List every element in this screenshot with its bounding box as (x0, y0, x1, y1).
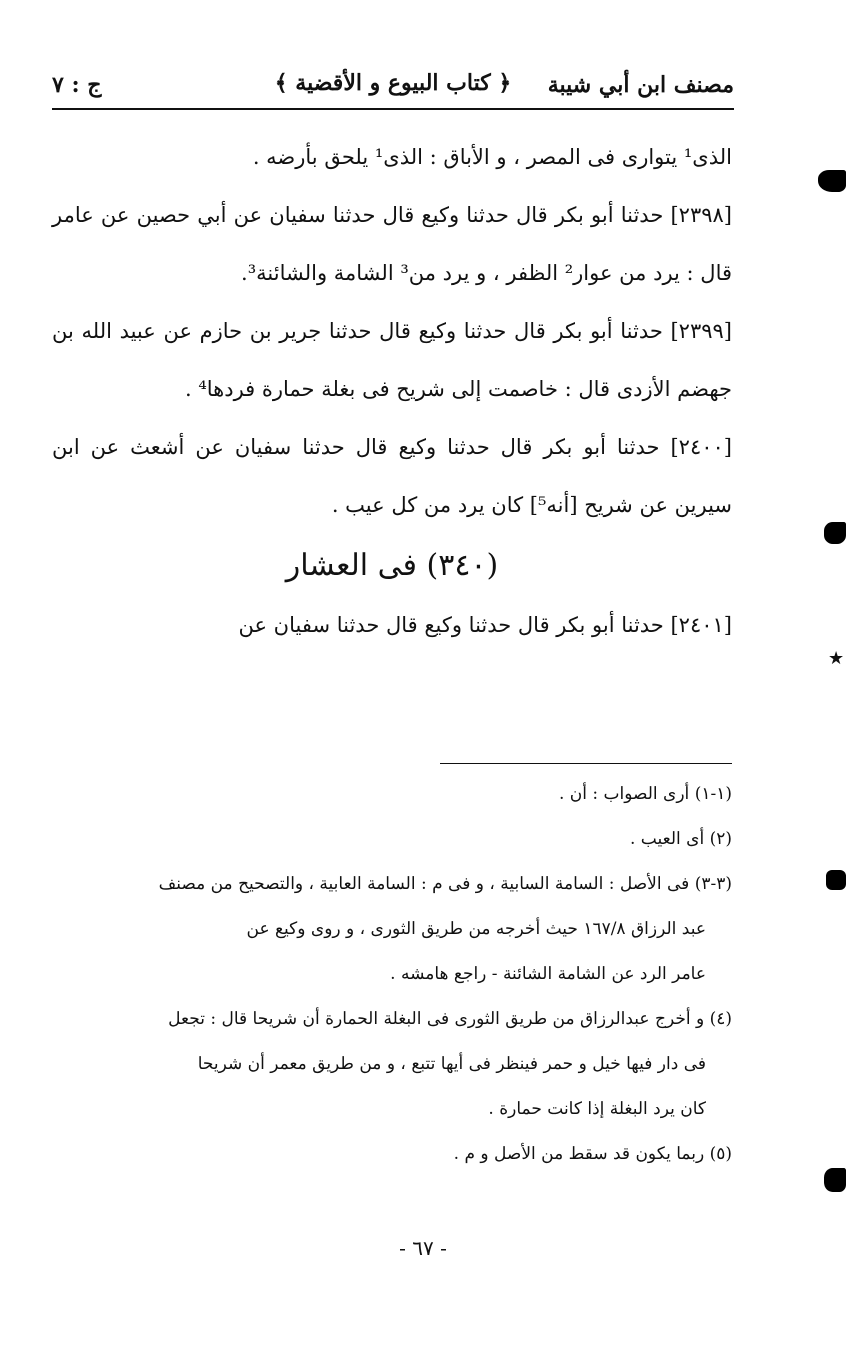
hadith-2399: [٢٣٩٩] حدثنا أبو بكر قال حدثنا وكيع قال حدثنا جرير بن حازم عن عبيد الله بن جهضم الأزدى قال : خاصمت إلى شريح فى بغلة حمارة فردها⁴ . (52, 319, 732, 401)
hadith-2401: [٢٤٠١] حدثنا أبو بكر قال حدثنا وكيع قال حدثنا سفيان عن (238, 613, 732, 637)
scan-mark (826, 870, 846, 890)
footnote-4-cont: فى دار فيها خيل و حمر فينظر فى أيها تتبع ، و من طريق معمر أن شريحا (197, 1054, 706, 1074)
main-text (52, 128, 732, 654)
footnote-4-cont: كان يرد البغلة إذا كانت حمارة . (488, 1099, 706, 1119)
paragraph: الذى¹ يتوارى فى المصر ، و الأباق : الذى¹ يلحق بأرضه . (252, 145, 732, 169)
scan-mark (818, 170, 846, 192)
footnote-2: (٢) أى العيب . (630, 829, 732, 849)
scan-mark (824, 522, 846, 544)
footnote-3: (٣-٣) فى الأصل : السامة السابية ، و فى م : السامة العابية ، والتصحيح من مصنف (158, 874, 732, 894)
footnote-3-cont: عامر الرد عن الشامة الشائنة - راجع هامشه . (390, 964, 706, 984)
section-heading: (٣٤٠) فى العشار (285, 548, 499, 583)
running-header (52, 62, 734, 110)
volume-number: ج : ٧ (52, 72, 102, 98)
footnote-divider (440, 763, 732, 764)
page-number: - ٦٧ - (399, 1236, 447, 1260)
footnote-4: (٤) و أخرج عبدالرزاق من طريق الثورى فى البغلة الحمارة أن شريحا قال : تجعل (168, 1009, 732, 1029)
hadith-2398: [٢٣٩٨] حدثنا أبو بكر قال حدثنا وكيع قال حدثنا سفيان عن أبي حصين عن عامر قال : يرد من عوار² الظفر ، و يرد من³ الشامة والشائنة³. (52, 203, 732, 285)
hadith-2400: [٢٤٠٠] حدثنا أبو بكر قال حدثنا وكيع قال حدثنا سفيان عن أشعث عن ابن سيرين عن شريح [أنه⁵] كان يرد من كل عيب . (52, 435, 732, 517)
chapter-title: ﴿ كتاب البيوع و الأقضية ﴾ (274, 70, 512, 96)
scan-mark (824, 1168, 846, 1192)
footnotes (52, 772, 732, 1177)
footnote-5: (٥) ربما يكون قد سقط من الأصل و م . (453, 1144, 732, 1164)
star-icon: ★ (828, 648, 845, 669)
book-title: مصنف ابن أبي شيبة (547, 72, 734, 98)
footnote-1: (١-١) أرى الصواب : أن . (558, 784, 732, 804)
footnote-3-cont: عبد الرزاق ١٦٧/٨ حيث أخرجه من طريق الثورى ، و روى وكيع عن (246, 919, 706, 939)
